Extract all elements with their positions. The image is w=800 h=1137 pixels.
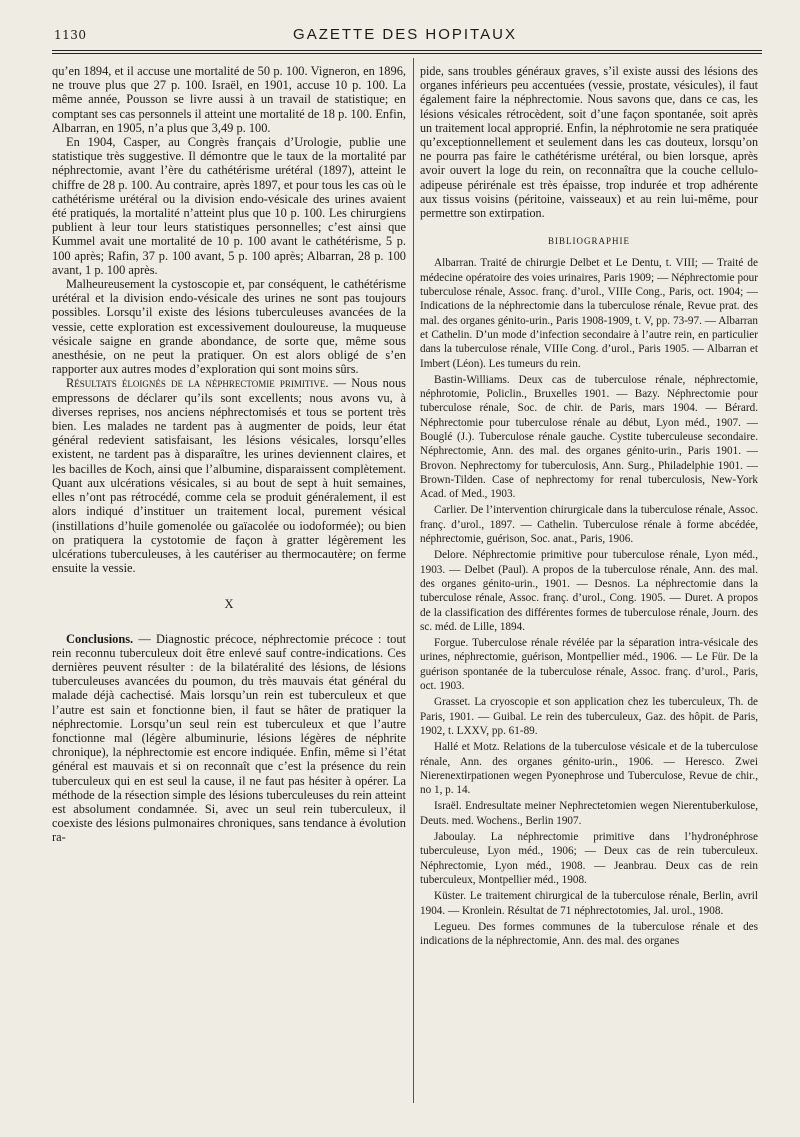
bibliography-entry: Delore. Néphrectomie primitive pour tuberculose rénale, Lyon méd., 1903. — Delbet (Paul). A propos de la tuberculose rénale, Ann. des mal. des organes génito-urin., 1901. — Desnos. La néphrectomie dans la tuberculose rénale, Assoc. franç. d’urol., Cong. 1905. — Duret. A propos de la classification des différentes formes de tuberculose rénale, Journ. des sc. méd. de Lille, 1894. — [420, 549, 758, 633]
bibliography-entry: Hallé et Motz. Relations de la tuberculose vésicale et de la tuberculose rénale, Ann. des organes génito-urin., 1906. — Heresco. Zwei Nierenextirpationen wegen Pyonephrose und Tuberculose, Revue de chir., no 1, p. 14. — [420, 741, 758, 797]
bibliography-entry: Bastin-Williams. Deux cas de tuberculose rénale, néphrectomie, néphrotomie, Policlin., Bruxelles 1901. — Bazy. Néphrectomie pour tuberculose rénale, Soc. de chir. de Paris, mars 1904. — Bérard. Néphrectomie pour tuberculose rénale au début, Lyon méd., 1907. — Bouglé (J.). Tuberculose rénale gauche. Cystite tuberculeuse secondaire. Néphrectomie, Ann. des mal. des organes génito-urin., Paris 1901. — Brovon. Nephrectomy for tuberculosis, Ann. Surg., Philadelphie 1901. — Brown-Tilden. Case of nephrectomy for renal tuberculosis, New-York Acad. of Med., 1903. — [420, 373, 758, 501]
journal-title: GAZETTE DES HOPITAUX — [293, 26, 517, 43]
paragraph: Malheureusement la cystoscopie et, par conséquent, le cathétérisme urétéral et la division endo-vésicale des urines ne sont pas toujours possibles. Lorsqu’il existe des lésions tuberculeuses avancées de la vessie, cette exploration est excessivement douloureuse, la muqueuse vésicale saigne en grande abondance, de sorte que, même sous anesthésie, on ne peut la pratiquer. On est alors obligé de s’en rapporter aux autres modes d’exploration qui sont moins sûrs. — [52, 277, 406, 377]
left-column — [52, 64, 406, 845]
bibliography-entry: Albarran. Traité de chirurgie Delbet et Le Dentu, t. VIII; — Traité de médecine opératoire des voies urinaires, Paris 1909; — Néphrectomie pour tuberculose rénale, Assoc. franç. d’urol., VIIIe Cong., Paris, oct. 1904; — Indications de la néphrectomie dans la tuberculose rénale, Revue prat. des mal. des organes génito-urin., Paris 1908-1909, t. V, pp. 73-97. — Albarran et Cathelin. D’un mode d’infection secondaire à l’autre rein, en particulier dans la tuberculose rénale, VIIIe Cong. d’urol., Paris 1905. — Albarran et Imbert (Léon). Les tumeurs du rein. — [420, 257, 758, 370]
bibliography-entry: Israël. Endresultate meiner Nephrectetomien wegen Nierentuberkulose, Deuts. med. Wochens., Berlin 1907. — [420, 800, 758, 827]
column-divider — [413, 58, 414, 1103]
paragraph: qu’en 1894, et il accuse une mortalité de 50 p. 100. Vigneron, en 1896, ne trouve plus que 27 p. 100. Israël, en 1901, accuse 10 p. 100. La même année, Pousson se livre aussi à un travail de statistique; en comptant ses cas personnels il atteint une mortalité de 18 p. 100. Enfin, Albarran, en 1905, n’a plus que 3,49 p. 100. — [52, 64, 406, 135]
paragraph: En 1904, Casper, au Congrès français d’Urologie, publie une statistique très suggestive. Il démontre que le taux de la mortalité par néphrectomie, avant l’ère du cathétérisme urétéral (1897), atteint le chiffre de 28 p. 100. Au contraire, après 1897, et pour tous les cas où le cathétérisme urétéral ou la division endo-vésicale des urines avaient été pratiqués, la mortalité n’atteint plus que 10 p. 100. Les chirurgiens publient à leur tour leurs statistiques personnelles; c’est ainsi que Kummel avait une mortalité de 10 p. 100 avant le cathétérisme, 5 p. 100 après; Rafin, 37 p. 100 avant, 5 p. 100 après; Albarran, 28 p. 100 avant, 1 p. 100 après. — [52, 135, 406, 277]
paragraph — [52, 376, 406, 575]
bibliography-entry: Legueu. Des formes communes de la tuberculose rénale et des indications de la néphrectomie, Ann. des mal. des organes — [420, 920, 758, 948]
header-rule-double — [52, 53, 762, 54]
bibliography-entry: Jaboulay. La néphrectomie primitive dans l’hydronéphrose tuberculeuse, Lyon méd., 1906; — Deux cas de rein tuberculeux. Néphrectomie, Lyon méd., 1908. — Jeanbrau. Deux cas de rein tuberculeux, Montpellier méd., 1908. — [420, 831, 758, 886]
page-number: 1130 — [54, 28, 87, 42]
bibliography-heading: BIBLIOGRAPHIE — [548, 236, 630, 247]
paragraph — [52, 632, 406, 845]
bibliography-entry: Carlier. De l’intervention chirurgicale dans la tuberculose rénale, Assoc. franç. d’urol., 1897. — Cathelin. Tuberculose rénale à forme abcédée, néphrectomie, guérison, Soc. anat., Paris, 1906. — [420, 504, 758, 546]
bibliography-entry: Küster. Le traitement chirurgical de la tuberculose rénale, Berlin, avril 1904. — Kronlein. Résultat de 71 néphrectotomies, Jal. urol., 1908. — [420, 890, 758, 917]
paragraph-heading: Conclusions. — [66, 631, 134, 646]
header-rule — [52, 50, 762, 51]
paragraph-body: — Diagnostic précoce, néphrectomie précoce : tout rein reconnu tuberculeux doit être enlevé sauf contre-indications. Ces dernières peuvent résulter : de la bilatéralité des lésions, de lésions tuberculeuses avancées du poumon, du très mauvais état général du malade déjà cachectisé. Mais lorsqu’un rein est tuberculeux et que l’autre est sain et fonctionne bien, il faut se hâter de pratiquer la néphrectomie. Lorsqu’un seul rein est tuberculeux et que l’autre fonctionne mal (légère albuminurie, lésions légères de néphrite chronique), la néphrectomie est encore indiquée. Enfin, même si l’état général est mauvais et si on reconnaît que c’est la présence du rein tuberculeux qui en est seul la cause, il ne faut pas hésiter à opérer. La méthode de la résection simple des lésions tuberculeuses du rein atteint est absolument condamnée. Si, avec un seul rein tuberculeux, il coexiste des lésions pulmonaires chroniques, sans tendance à évolution ra- — [52, 631, 406, 845]
bibliography-list — [420, 256, 758, 948]
paragraph-body: — Nous nous empressons de déclarer qu’ils sont excellents; nous avons vu, à diverses reprises, nos anciens néphrectomisés et tous se portent très bien. Les malades ne tardent pas à augmenter de poids, leur état général redevient satisfaisant, les lésions vésicales, lorsqu’elles existent, ne tardent pas à disparaître, les urines deviennent claires, et les bacilles de Koch, ainsi que l’albumine, disparaissent complètement. Quant aux ulcérations vésicales, si au bout de sept à huit semaines, elles n’ont pas rétrocédé, comme cela se produit généralement, il est alors indiqué d’instituer un traitement local, purement vésical (instillations d’huile gomenolée ou gaïacolée ou iodoformée); ou bien on pratiquera la cystotomie de façon à gratter légèrement les ulcérations tuberculeuses, à les cautériser au thermocautère; on ferme ensuite la vessie. — [52, 376, 406, 576]
bibliography-entry: Grasset. La cryoscopie et son application chez les tuberculeux, Th. de Paris, 1901. — Guibal. Le rein des tuberculeux, Gaz. des hôpit. de Paris, 1902, t. LXXV, pp. 61-89. — [420, 696, 758, 737]
right-column — [420, 64, 758, 950]
paragraph-heading: Résultats éloignés de la néphrectomie primitive. — [66, 376, 329, 391]
bibliography-entry: Forgue. Tuberculose rénale révélée par la séparation intra-vésicale des urines, néphrectomie, guérison, Montpellier méd., 1906. — Le Für. De la guérison spontanée de la tuberculose rénale, Assoc. franç. d’urol., Paris, oct. 1903. — [420, 637, 758, 693]
section-number: X — [224, 597, 234, 612]
paragraph: pide, sans troubles généraux graves, s’il existe aussi des lésions des organes inférieurs peu accentuées (vessie, prostate, vésicules), il faut également faire la néphrectomie. Nous savons que, dans ce cas, les lésions vésicales rétrocèdent, soit d’une façon spontanée, soit après un traitement local approprié. Enfin, la néphrotomie ne sera pratiquée qu’exceptionnellement et seulement dans les cas douteux, lorsqu’on ne pourra pas faire le cathétérisme urétéral, ou bien lorsque, après avoir ouvert la loge du rein, on reconnaîtra que la couche cellulo-adipeuse périrénale est très épaisse, trop indurée et trop adhérente aux tissus voisins (péritoine, vaisseaux) et au rein lui-même, pour permettre son extirpation. — [420, 64, 758, 221]
page-header — [52, 22, 758, 44]
